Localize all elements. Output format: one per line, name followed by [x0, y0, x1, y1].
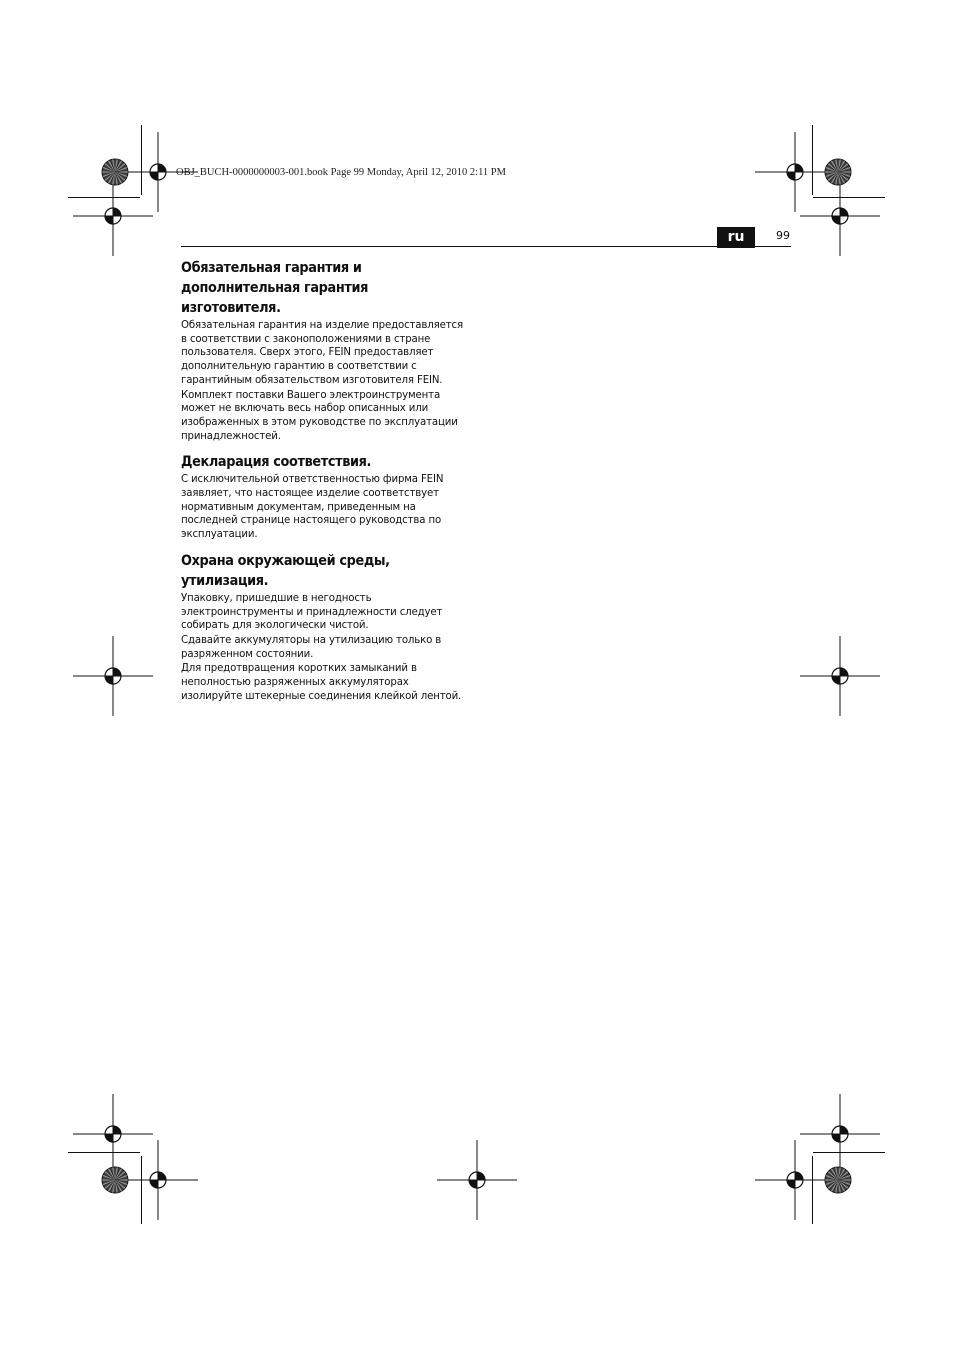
- registration-mark-icon: [73, 636, 153, 716]
- content-column: [181, 258, 491, 703]
- paragraph: Упаковку, пришедшие в негодность электроинструменты и принадлежности следует собирать для экологически чистой.: [181, 592, 443, 632]
- crop-mark: [141, 125, 142, 195]
- header-rule: [181, 246, 791, 247]
- paragraph: Комплект поставки Вашего электроинструмента может не включать весь набор описанных или изображенных в этом руководстве по эксплуатации принадлежностей.: [181, 389, 458, 442]
- paragraph: Обязательная гарантия на изделие предоставляется в соответствии с законоположениями в стране пользователя. Сверх этого, FEIN предоставляет дополнительную гарантию в соответствии с гарантийным обязательством изготовителя FEIN.: [181, 320, 463, 386]
- color-target-icon: [101, 1166, 129, 1194]
- section-heading: Обязательная гарантия и дополнительная гарантия изготовителя.: [181, 260, 369, 316]
- color-target-icon: [101, 158, 129, 186]
- crop-mark: [812, 125, 813, 195]
- slug-line: OBJ_BUCH-0000000003-001.book Page 99 Monday, April 12, 2010 2:11 PM: [176, 167, 506, 178]
- language-badge: ru: [717, 227, 755, 248]
- page-number: 99: [776, 229, 790, 242]
- registration-mark-icon: [800, 636, 880, 716]
- paragraph: Сдавайте аккумуляторы на утилизацию только в разряженном состоянии.: [181, 634, 442, 660]
- color-target-icon: [824, 1166, 852, 1194]
- crop-mark: [68, 197, 140, 198]
- crop-mark: [141, 1156, 142, 1224]
- section-heading: Декларация соответствия.: [181, 454, 372, 471]
- section-environment: [181, 551, 491, 704]
- crop-mark: [68, 1152, 140, 1153]
- paragraph: С исключительной ответственностью фирма FEIN заявляет, что настоящее изделие соответствует нормативным документам, приведенным на последней странице настоящего руководства по эксплуатации.: [181, 474, 444, 541]
- crop-mark: [813, 197, 885, 198]
- section-warranty: [181, 258, 491, 443]
- section-declaration: [181, 452, 491, 542]
- section-heading: Охрана окружающей среды, утилизация.: [181, 552, 390, 589]
- crop-mark: [812, 1156, 813, 1224]
- paragraph: Для предотвращения коротких замыканий в неполностью разряженных аккумуляторах изолируйте штекерные соединения клейкой лентой.: [181, 663, 462, 702]
- crop-mark: [813, 1152, 885, 1153]
- registration-mark-icon: [437, 1140, 517, 1220]
- color-target-icon: [824, 158, 852, 186]
